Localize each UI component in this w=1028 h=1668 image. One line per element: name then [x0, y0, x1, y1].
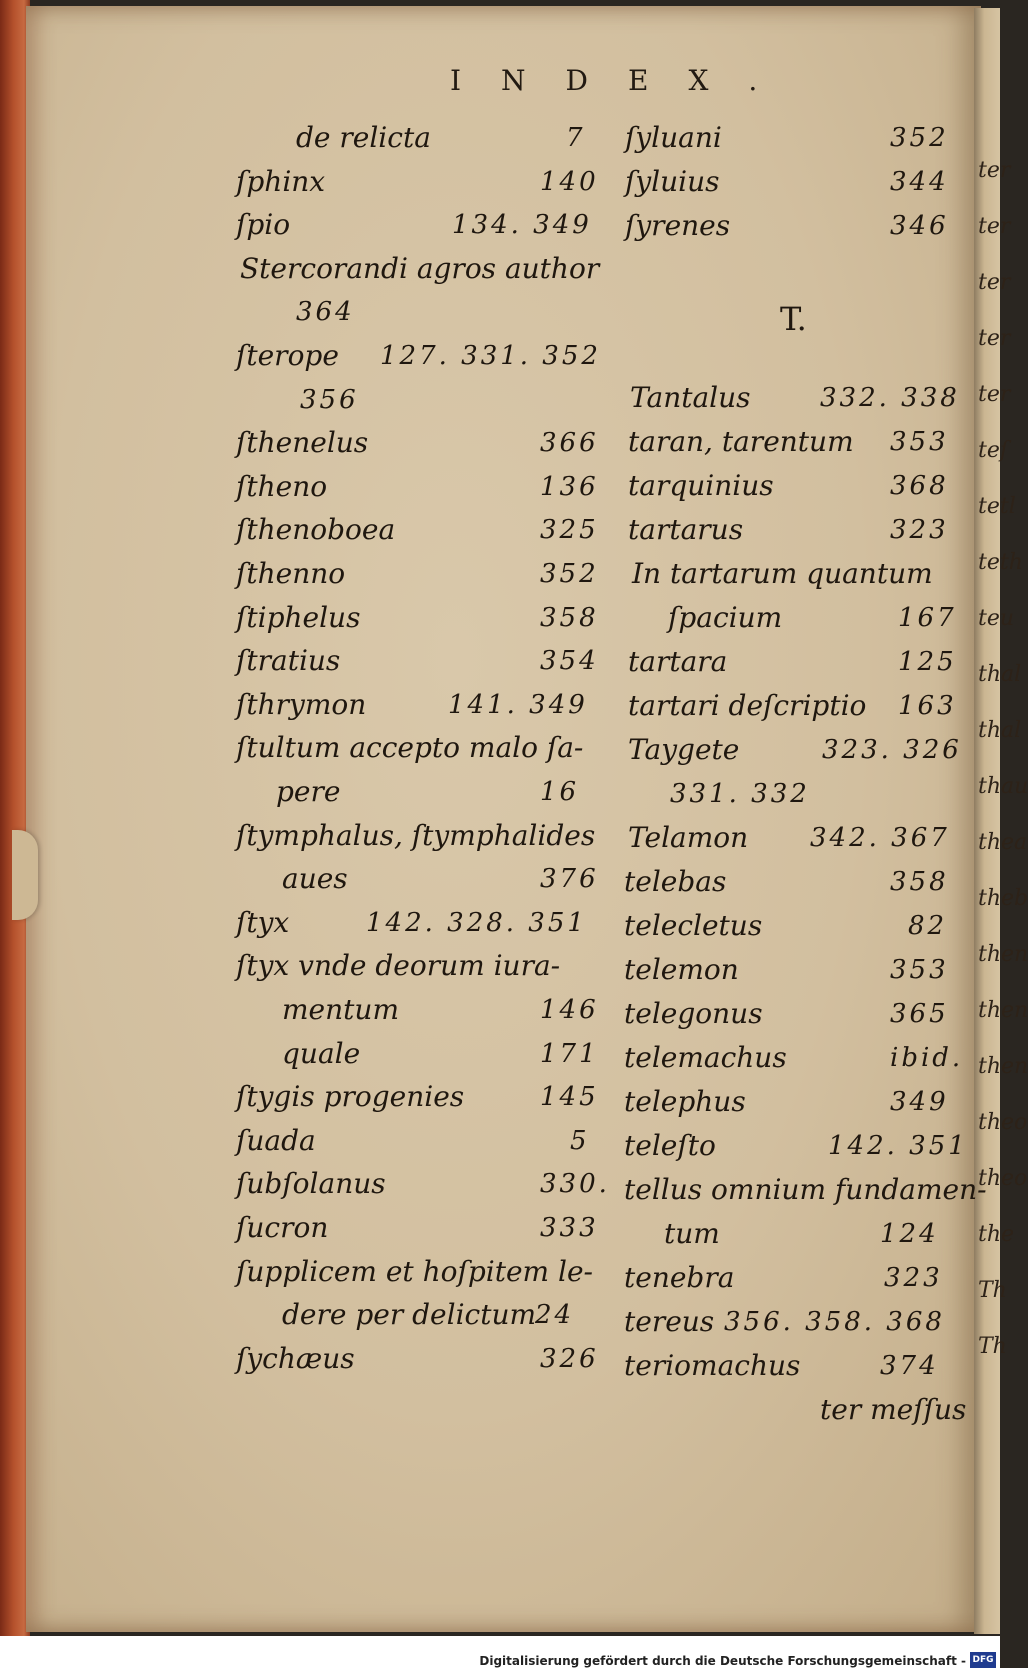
index-term: ſpacium — [668, 601, 783, 634]
index-page-number: 142. 328. 351 — [366, 907, 587, 938]
index-term: ſyluani — [625, 121, 722, 154]
next-page-fragment: then — [978, 942, 1028, 967]
index-term: In tartarum quantum — [632, 557, 933, 590]
next-page-fragment: teu — [978, 606, 1015, 631]
index-term: telemon — [624, 953, 739, 986]
index-term: ſyluius — [625, 165, 720, 198]
index-page-number: 346 — [890, 211, 949, 241]
index-term: aues — [282, 862, 348, 896]
index-term: tum — [664, 1217, 720, 1250]
index-page-number: 349 — [890, 1087, 949, 1117]
index-page-number: 140 — [540, 166, 599, 197]
next-page-fragment: ter — [978, 214, 1011, 239]
next-page-fragment: ter — [978, 382, 1011, 407]
next-page-fragment: Th — [978, 1334, 1007, 1359]
index-term: telecletus — [624, 909, 763, 942]
index-term: Taygete — [628, 733, 740, 766]
next-page-fragment: ter — [978, 270, 1011, 295]
index-term: ſthenoboea — [236, 513, 396, 547]
index-term: telegonus — [624, 997, 763, 1030]
index-term: ſychæus — [236, 1341, 355, 1375]
index-page-number: 134. 349 — [452, 210, 592, 241]
index-page-number: 333 — [540, 1213, 599, 1243]
index-term: ſtiphelus — [236, 600, 361, 634]
index-page-number: 352 — [890, 123, 949, 153]
index-term: Telamon — [628, 821, 749, 854]
index-page-number: 342. 367 — [810, 823, 950, 853]
index-page-number: 82 — [908, 911, 948, 941]
index-page-number: 353 — [890, 427, 949, 457]
index-term: ſyrenes — [625, 209, 731, 242]
next-page-fragment: ter — [978, 158, 1011, 183]
next-page-fragment: theo — [978, 1110, 1028, 1135]
index-page-number: 127. 331. 352 — [380, 341, 601, 371]
index-page-number: ibid. — [890, 1043, 964, 1073]
index-page-number: 136 — [540, 471, 599, 502]
index-term: ſthenno — [236, 557, 346, 590]
index-term: taran, tarentum — [628, 425, 854, 458]
index-term: ſtygis progenies — [236, 1080, 465, 1114]
index-term: teleſto — [624, 1129, 716, 1162]
index-page-number: 376 — [540, 864, 599, 895]
index-page-number: 354 — [540, 646, 599, 677]
index-page-number: 358 — [890, 867, 949, 897]
next-page-fragment: thal — [978, 662, 1022, 687]
next-page-fragment: the — [978, 1222, 1015, 1247]
section-letter: T. — [780, 300, 807, 338]
next-page-fragment: thea — [978, 830, 1028, 855]
index-term: ſtyx vnde deorum iura- — [236, 949, 561, 983]
index-page-number: 368 — [890, 471, 949, 501]
index-term: mentum — [282, 993, 399, 1026]
index-page-number: 374 — [880, 1351, 939, 1381]
index-page-number: 331. 332 — [670, 779, 810, 809]
next-page-fragment: thal — [978, 718, 1022, 743]
index-term: ſtymphalus, ſtymphalides — [236, 818, 596, 852]
index-term: ſubſolanus — [236, 1167, 386, 1201]
index-term: Stercorandi agros author — [240, 251, 600, 285]
index-page-number: 356. 358. 368 — [724, 1307, 945, 1337]
next-page-fragment: Th — [978, 1278, 1007, 1303]
next-page-fragment: theo — [978, 1166, 1028, 1191]
index-term: ter meſſus — [820, 1393, 967, 1426]
index-term: ſtheno — [236, 469, 328, 503]
index-page-number: 365 — [890, 999, 949, 1029]
index-page-number: 358 — [540, 602, 599, 633]
index-page-number: 16 — [540, 777, 580, 807]
index-page-number: 344 — [890, 167, 949, 197]
index-term: Tantalus — [630, 381, 751, 414]
next-page-fragment: tetl — [978, 494, 1016, 519]
index-page-number: 325 — [540, 515, 599, 546]
index-term: telemachus — [624, 1041, 787, 1074]
next-page-fragment: ter — [978, 326, 1011, 351]
index-term: pere — [276, 775, 341, 808]
index-term: tenebra — [624, 1261, 735, 1294]
index-page-number: 163 — [898, 691, 957, 721]
index-page-number: 332. 338 — [820, 383, 960, 413]
index-term: tellus omnium fundamen- — [624, 1173, 987, 1206]
index-page-number: 167 — [898, 603, 957, 633]
index-term: ſthrymon — [236, 687, 367, 721]
page-tab-mark — [12, 830, 38, 920]
index-term: ſuada — [236, 1123, 316, 1157]
index-term: ſtultum accepto malo ſa- — [236, 731, 584, 765]
index-page-number: 142. 351 — [828, 1131, 968, 1161]
index-page-number: 5 — [570, 1125, 590, 1156]
index-term: tereus — [624, 1305, 715, 1338]
index-term: telebas — [624, 865, 727, 898]
index-page-number: 141. 349 — [448, 689, 588, 720]
next-page-fragment: then — [978, 998, 1028, 1023]
next-page-edge — [974, 8, 1028, 1634]
index-term: dere per delictum — [282, 1298, 537, 1332]
index-page-number: 326 — [540, 1343, 599, 1374]
index-page-number: 7 — [566, 123, 586, 153]
index-page-number: 145 — [540, 1082, 599, 1113]
index-term: tartara — [628, 645, 728, 678]
next-page-fragment: theb — [978, 886, 1028, 911]
index-page-number: 323 — [884, 1263, 943, 1293]
index-page-number: 171 — [540, 1038, 599, 1069]
index-page-number: 24 — [535, 1300, 575, 1331]
index-term: de relicta — [296, 121, 431, 154]
index-term: ſucron — [236, 1211, 329, 1244]
next-page-fragment: teſ — [978, 438, 1009, 463]
index-term: ſtratius — [236, 644, 341, 678]
index-page-number: 323. 326 — [822, 735, 962, 765]
index-term: ſupplicem et hoſpitem le- — [236, 1254, 593, 1288]
index-term: teriomachus — [624, 1349, 801, 1382]
dfg-logo: DFG — [970, 1652, 996, 1668]
next-page-fragment: teth — [978, 550, 1023, 575]
next-page-fragment: then — [978, 1054, 1028, 1079]
index-term: ſtyx — [236, 905, 290, 939]
index-page-number: 366 — [540, 428, 599, 459]
index-term: ſpio — [236, 208, 291, 242]
index-term: telephus — [624, 1085, 746, 1118]
index-page-number: 330. — [540, 1169, 610, 1200]
index-term: tartari deſcriptio — [628, 689, 867, 722]
index-page-number: 356 — [300, 384, 359, 415]
index-term: tarquinius — [628, 469, 774, 502]
next-page-fragment: thau — [978, 774, 1028, 799]
page-header: INDEX. — [450, 64, 798, 97]
index-term: quale — [282, 1036, 361, 1070]
index-page-number: 146 — [540, 995, 599, 1025]
index-page-number: 352 — [540, 559, 599, 589]
digitization-credit: Digitalisierung gefördert durch die Deutsche Forschungsgemeinschaft - — [479, 1654, 966, 1668]
index-page-number: 323 — [890, 515, 949, 545]
index-page-number: 124 — [880, 1219, 939, 1249]
index-term: ſphinx — [236, 164, 326, 198]
index-page-number: 353 — [890, 955, 949, 985]
index-page-number: 364 — [296, 297, 355, 328]
index-term: ſthenelus — [236, 426, 369, 460]
index-page-number: 125 — [898, 647, 957, 677]
index-term: ſterope — [236, 339, 339, 372]
index-term: tartarus — [628, 513, 744, 546]
